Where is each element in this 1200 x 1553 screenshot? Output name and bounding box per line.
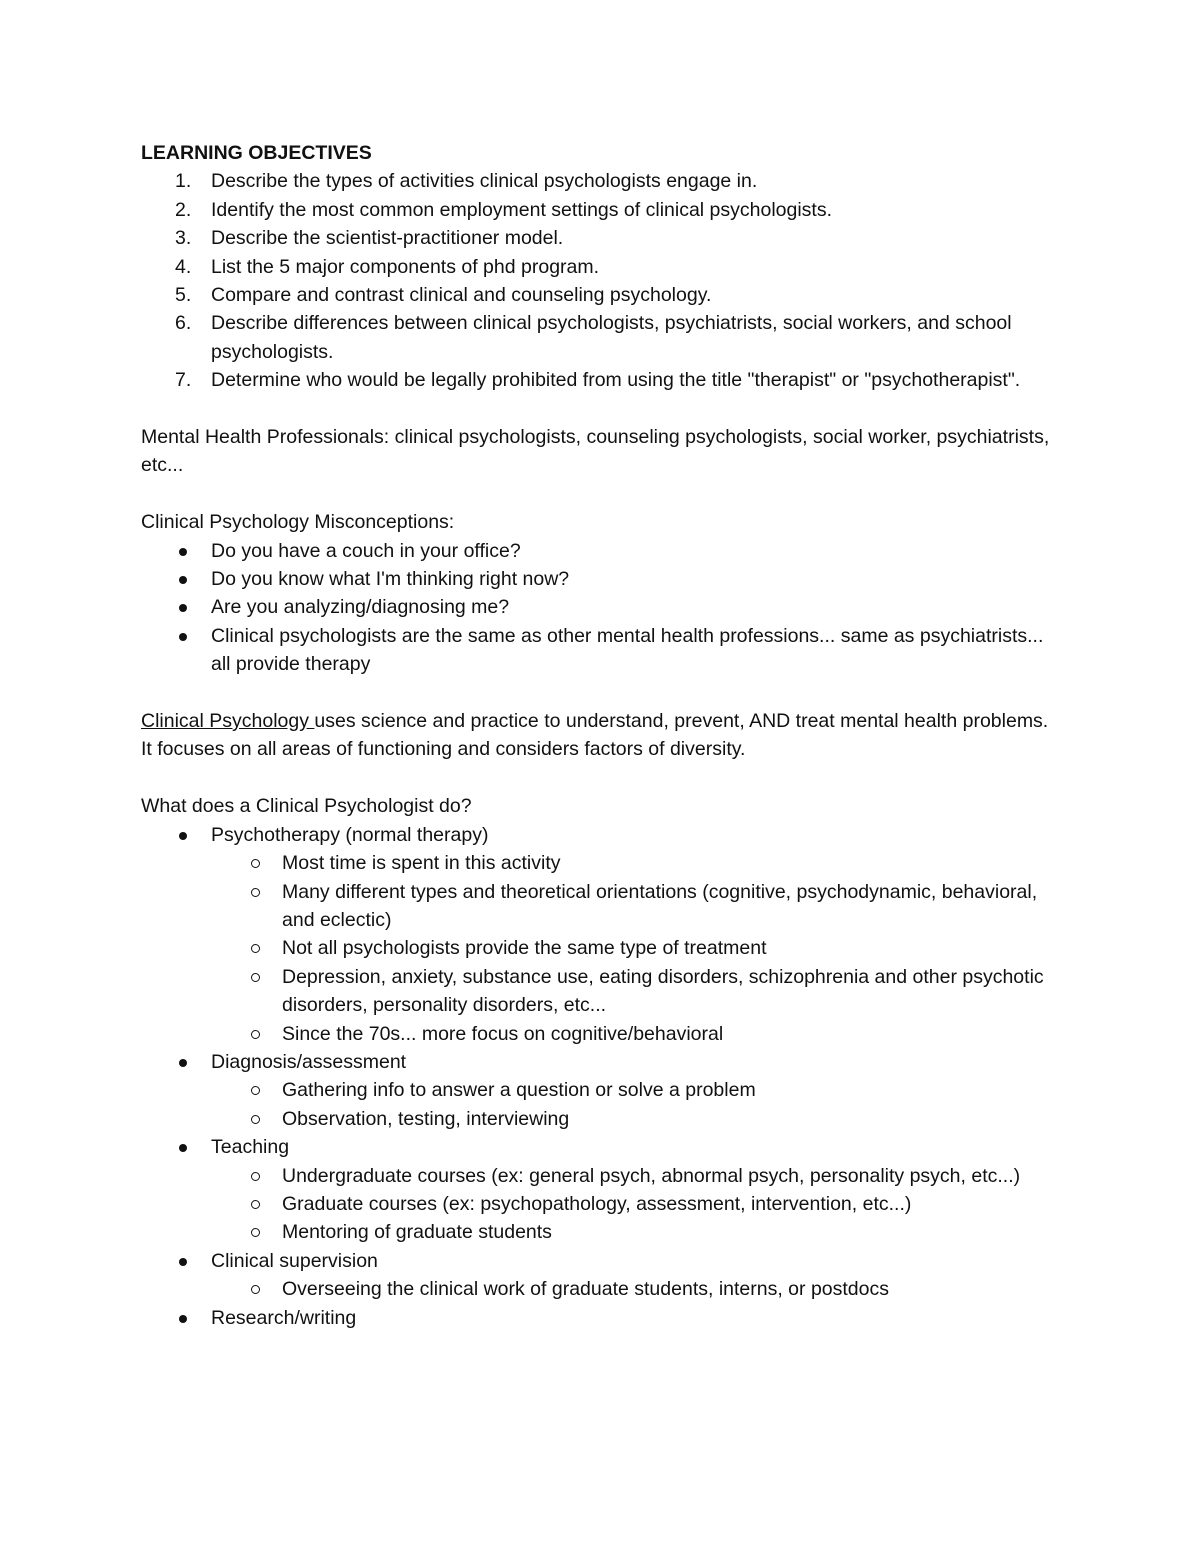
misconception-item [141,622,1061,679]
objective-item [141,281,1061,309]
objective-item [141,309,1061,366]
objective-number: 3. [175,227,192,250]
activity-subitem-text: Many different types and theoretical orientations (cognitive, psychodynamic, behavioral, and eclectic) [282,880,1038,931]
activity-subitem [211,1190,1061,1218]
objective-number: 1. [175,170,192,193]
objective-text: Describe the scientist-practitioner model. [211,227,564,250]
activities-list [141,821,1061,1332]
activity-subitem [211,1076,1061,1104]
activity-subitem-text: Depression, anxiety, substance use, eating disorders, schizophrenia and other psychotic disorders, personality disorders, etc... [282,965,1044,1017]
objective-item [141,196,1061,224]
bullet-icon [179,604,187,612]
misconceptions-heading: Clinical Psychology Misconceptions: [141,511,455,534]
objective-item [141,253,1061,281]
bullet-icon [179,633,187,641]
learning-objectives-heading: LEARNING OBJECTIVES [141,142,372,164]
bullet-icon [179,1144,187,1152]
activity-item [141,1304,1061,1332]
objective-item [141,366,1061,394]
hollow-bullet-icon [251,973,260,982]
hollow-bullet-icon [251,1172,260,1181]
activity-label: Teaching [211,1136,290,1159]
hollow-bullet-icon [251,859,260,868]
activity-subitem [211,1162,1061,1190]
activity-sublist [211,849,1061,1048]
hollow-bullet-icon [251,888,260,897]
activity-subitem-text: Undergraduate courses (ex: general psych, abnormal psych, personality psych, etc...) [282,1164,1021,1187]
spacer [141,395,1061,423]
misconceptions-list [141,537,1061,679]
objective-text: Describe the types of activities clinical psychologists engage in. [211,170,758,193]
hollow-bullet-icon [251,1228,260,1237]
hollow-bullet-icon [251,944,260,953]
misconception-item [141,565,1061,593]
objective-number: 5. [175,284,192,307]
activity-subitem [211,963,1061,1020]
spacer [141,480,1061,508]
activity-subitem-text: Most time is spent in this activity [282,852,561,875]
objective-number: 4. [175,255,192,278]
misconception-item [141,537,1061,565]
bullet-icon [179,576,187,584]
hollow-bullet-icon [251,1200,260,1209]
hollow-bullet-icon [251,1030,260,1039]
objective-text: Compare and contrast clinical and counseling psychology. [211,284,712,307]
objective-number: 7. [175,369,192,392]
activity-subitem [211,934,1061,962]
objective-number: 2. [175,198,192,221]
activity-subitem [211,849,1061,877]
activity-label: Clinical supervision [211,1249,378,1272]
bullet-icon [179,832,187,840]
activity-subitem-text: Overseeing the clinical work of graduate students, interns, or postdocs [282,1278,889,1301]
activity-item [141,821,1061,1048]
hollow-bullet-icon [251,1115,260,1124]
activity-sublist [211,1076,1061,1133]
activity-subitem [211,1105,1061,1133]
learning-objectives-list [141,167,1061,394]
activity-subitem [211,1275,1061,1303]
objective-item [141,224,1061,252]
activity-subitem-text: Not all psychologists provide the same type of treatment [282,937,767,960]
definition-term: Clinical Psychology [141,710,315,733]
activity-item [141,1048,1061,1133]
spacer [141,764,1061,792]
activity-sublist [211,1275,1061,1303]
activity-sublist [211,1162,1061,1247]
activity-subitem-text: Gathering info to answer a question or solve a problem [282,1079,756,1102]
activity-subitem-text: Since the 70s... more focus on cognitive/behavioral [282,1022,724,1045]
bullet-icon [179,1059,187,1067]
objective-text: Determine who would be legally prohibited from using the title "therapist" or "psychotherapist". [211,369,1021,392]
objective-text: Identify the most common employment settings of clinical psychologists. [211,198,833,221]
mental-health-professionals-paragraph: Mental Health Professionals: clinical psychologists, counseling psychologists, social worker, psychiatrists, etc... [141,426,1050,477]
misconception-text: Clinical psychologists are the same as other mental health professions... same as psychiatrists... all provide therapy [211,624,1044,676]
activity-subitem-text: Observation, testing, interviewing [282,1107,570,1130]
activity-item [141,1247,1061,1304]
clinical-psychology-definition [141,707,1061,764]
hollow-bullet-icon [251,1285,260,1294]
activity-subitem [211,878,1061,935]
spacer [141,679,1061,707]
activity-subitem [211,1218,1061,1246]
activity-subitem-text: Mentoring of graduate students [282,1221,552,1244]
definition-text: uses science and practice to understand, prevent, AND treat mental health problems. It focuses on all areas of functioning and considers factors of diversity. [141,710,1049,761]
activity-item [141,1133,1061,1247]
misconception-text: Do you have a couch in your office? [211,539,521,562]
hollow-bullet-icon [251,1086,260,1095]
bullet-icon [179,1258,187,1266]
document-content [141,139,1061,1332]
activity-label: Research/writing [211,1306,357,1329]
misconception-text: Are you analyzing/diagnosing me? [211,596,510,619]
objective-number: 6. [175,312,192,335]
objective-text: List the 5 major components of phd program. [211,255,600,278]
misconception-text: Do you know what I'm thinking right now? [211,568,570,591]
activity-label: Diagnosis/assessment [211,1050,407,1073]
objective-item [141,167,1061,195]
activity-subitem [211,1020,1061,1048]
bullet-icon [179,1315,187,1323]
activities-heading: What does a Clinical Psychologist do? [141,795,472,818]
activity-subitem-text: Graduate courses (ex: psychopathology, assessment, intervention, etc...) [282,1192,912,1215]
misconception-item [141,593,1061,621]
objective-text: Describe differences between clinical psychologists, psychiatrists, social workers, and school psychologists. [211,312,1012,363]
activity-label: Psychotherapy (normal therapy) [211,823,489,846]
bullet-icon [179,548,187,556]
